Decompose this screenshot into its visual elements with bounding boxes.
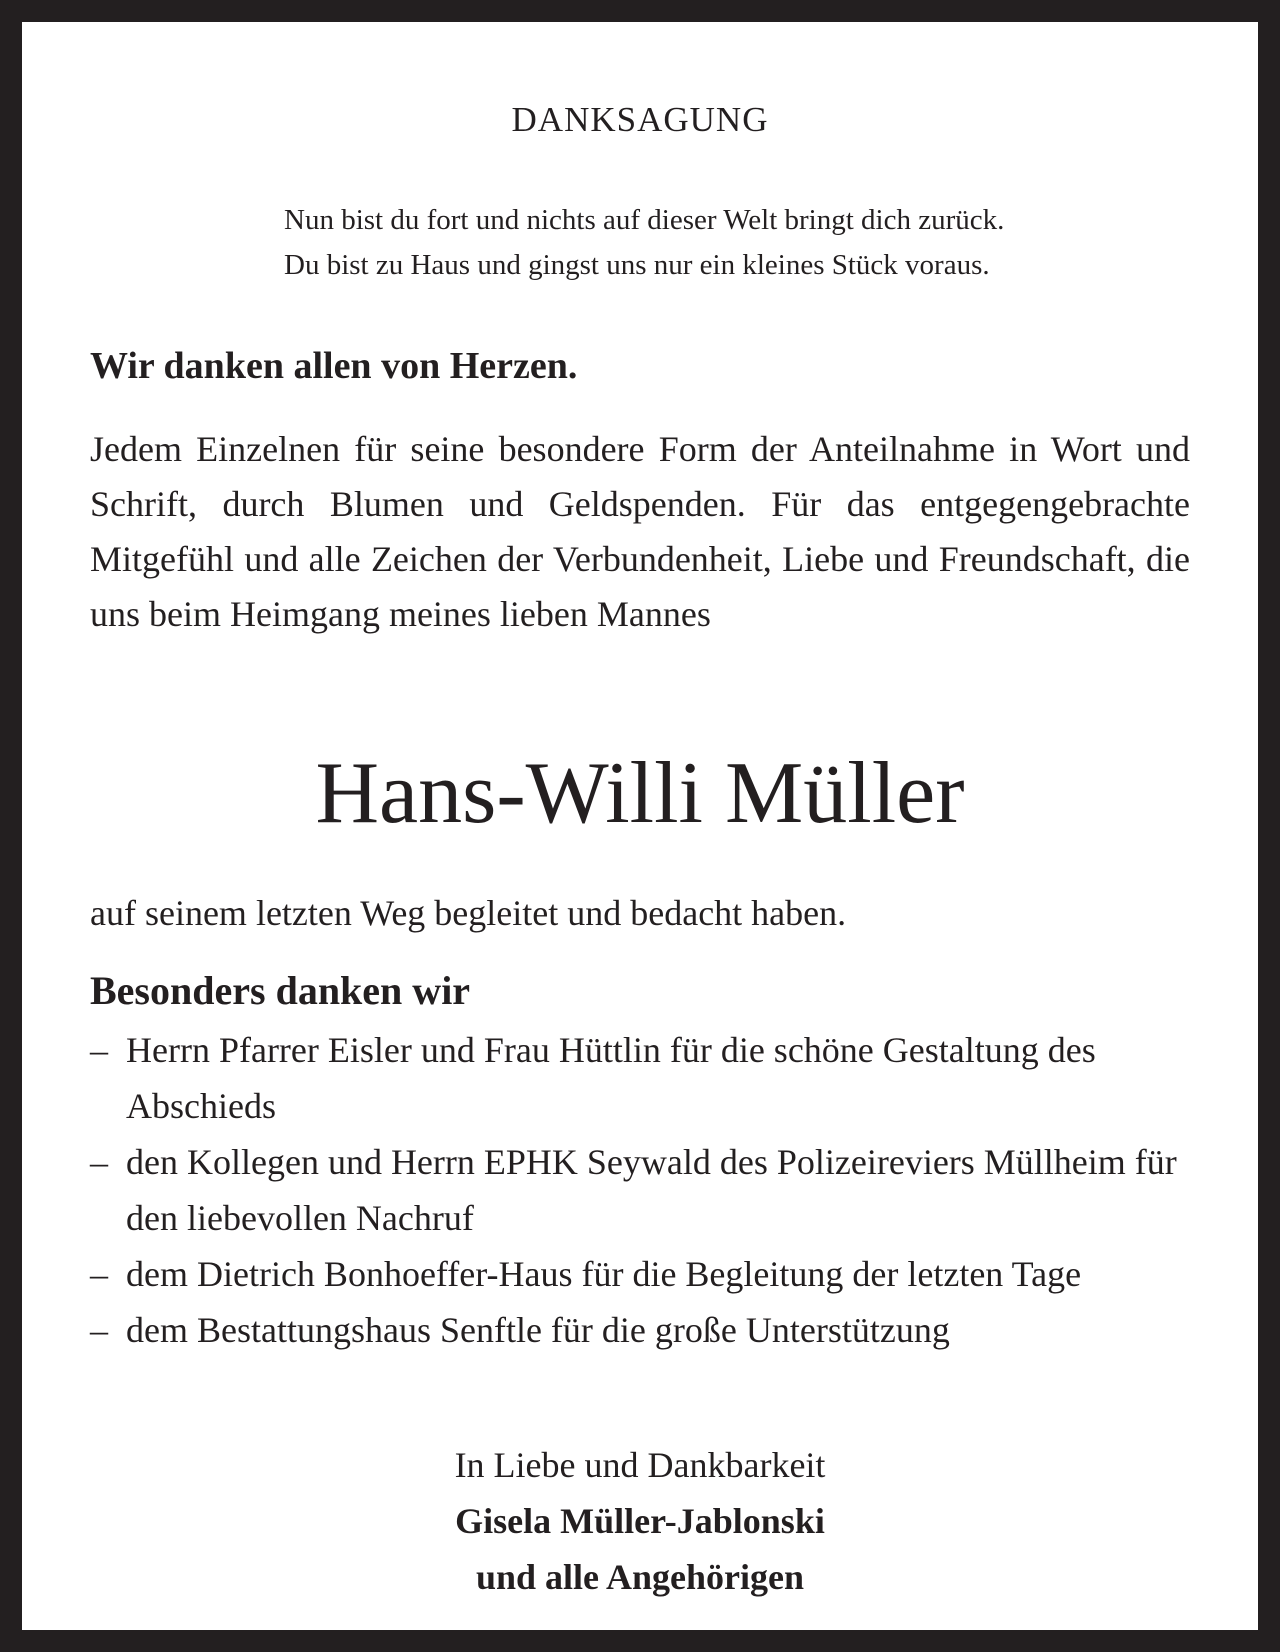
list-item-text: dem Bestattungshaus Senftle für die große Unterstützung — [126, 1310, 950, 1350]
dash-bullet: – — [90, 1310, 108, 1350]
notice-title: DANKSAGUNG — [511, 100, 769, 139]
list-item — [90, 1302, 1190, 1358]
list-item — [90, 1246, 1190, 1302]
motto-line: Du bist zu Haus und gingst uns nur ein kleines Stück voraus. — [284, 249, 990, 281]
list-item — [90, 1134, 1190, 1246]
list-item-text: Herrn Pfarrer Eisler und Frau Hüttlin für die schöne Gestaltung des Abschieds — [126, 1030, 1096, 1126]
motto — [284, 198, 1004, 288]
list-item — [90, 1022, 1190, 1134]
special-thanks-heading: Besonders danken wir — [90, 968, 471, 1013]
thanks-heading: Wir danken allen von Herzen. — [90, 345, 578, 387]
motto-line: Nun bist du fort und nichts auf dieser Welt bringt dich zurück. — [284, 204, 1005, 236]
dash-bullet: – — [90, 1142, 108, 1182]
dash-bullet: – — [90, 1254, 108, 1294]
special-thanks-list — [90, 1022, 1190, 1358]
closing-line: In Liebe und Dankbarkeit — [454, 1445, 826, 1485]
list-item-text: den Kollegen und Herrn EPHK Seywald des Polizeireviers Müllheim für den liebevollen Nachruf — [126, 1142, 1177, 1238]
signatory-name: Gisela Müller-Jablonski — [455, 1501, 825, 1541]
signatory-family: und alle Angehörigen — [475, 1557, 805, 1597]
after-name-text: auf seinem letzten Weg begleitet und bedacht haben. — [90, 893, 847, 933]
intro-paragraph: Jedem Einzelnen für seine besondere Form der Anteilnahme in Wort und Schrift, durch Blumen und Geldspenden. Für das entgegengebrachte Mitgefühl und alle Zeichen der Verbundenheit, Liebe und Freundschaft, die uns beim Heimgang meines lieben Mannes — [90, 429, 1190, 634]
list-item-text: dem Dietrich Bonhoeffer-Haus für die Begleitung der letzten Tage — [126, 1254, 1082, 1294]
deceased-name: Hans-Willi Müller — [315, 745, 965, 842]
dash-bullet: – — [90, 1030, 108, 1070]
closing-signature — [90, 1437, 1190, 1605]
